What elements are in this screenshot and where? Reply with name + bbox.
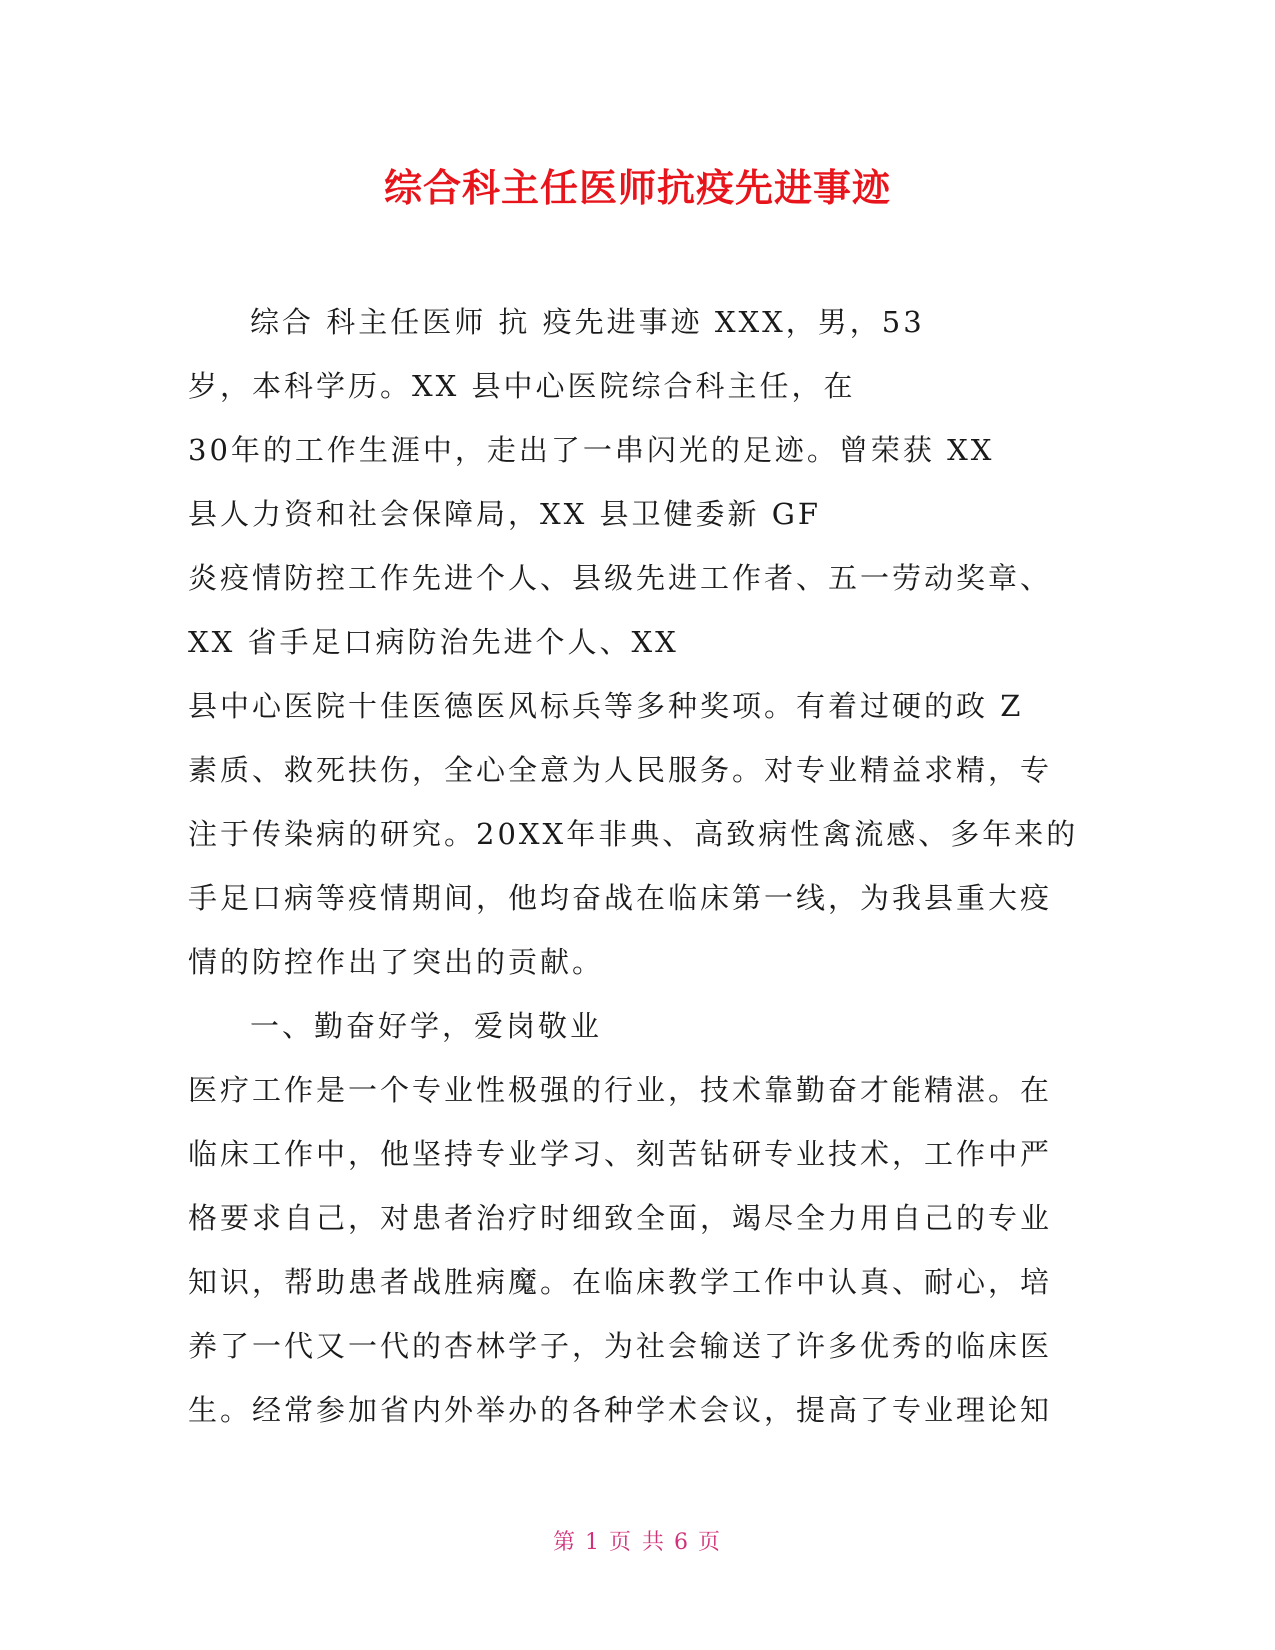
footer-middle: 页 共 [609,1530,666,1555]
text-line: 岁，本科学历。XX 县中心医院综合科主任，在 [188,369,856,403]
text-line: 格要求自己，对患者治疗时细致全面，竭尽全力用自己的专业 [188,1201,1053,1235]
text-line: 医疗工作是一个专业性极强的行业，技术靠勤奋才能精湛。在 [188,1073,1053,1107]
text-line: 情的防控作出了突出的贡献。 [188,945,605,979]
text-line: 知识，帮助患者战胜病魔。在临床教学工作中认真、耐心，培 [188,1265,1053,1299]
page-title: 综合科主任医师抗疫先进事迹 [383,166,891,210]
footer-page-number: 1 [585,1530,601,1555]
text-line: 生。经常参加省内外举办的各种学术会议，提高了专业理论知 [188,1393,1053,1427]
text-line: 30年的工作生涯中，走出了一串闪光的足迹。曾荣获 XX [188,433,995,467]
footer-suffix: 页 [698,1530,723,1555]
text-line: 炎疫情防控工作先进个人、县级先进工作者、五一劳动奖章、 [188,561,1053,595]
section-heading: 一、勤奋好学，爱岗敬业 [250,1009,603,1043]
text-line: XX 省手足口病防治先进个人、XX [188,625,679,659]
text-line: 综合 科主任医师 抗 疫先进事迹 XXX，男，53 [250,305,925,339]
text-line: 县中心医院十佳医德医风标兵等多种奖项。有着过硬的政 Z [188,689,1024,723]
text-line: 临床工作中，他坚持专业学习、刻苦钻研专业技术，工作中严 [188,1137,1053,1171]
page-footer [0,1528,1275,1558]
text-line: 注于传染病的研究。20XX年非典、高致病性禽流感、多年来的 [188,817,1079,851]
footer-total-pages: 6 [674,1530,690,1555]
text-line: 素质、救死扶伤，全心全意为人民服务。对专业精益求精，专 [188,753,1053,787]
document-body [188,290,1088,1442]
text-line: 县人力资和社会保障局，XX 县卫健委新 GF [188,497,822,531]
text-line: 手足口病等疫情期间，他均奋战在临床第一线，为我县重大疫 [188,881,1053,915]
text-line: 养了一代又一代的杏林学子，为社会输送了许多优秀的临床医 [188,1329,1053,1363]
footer-prefix: 第 [552,1530,577,1555]
